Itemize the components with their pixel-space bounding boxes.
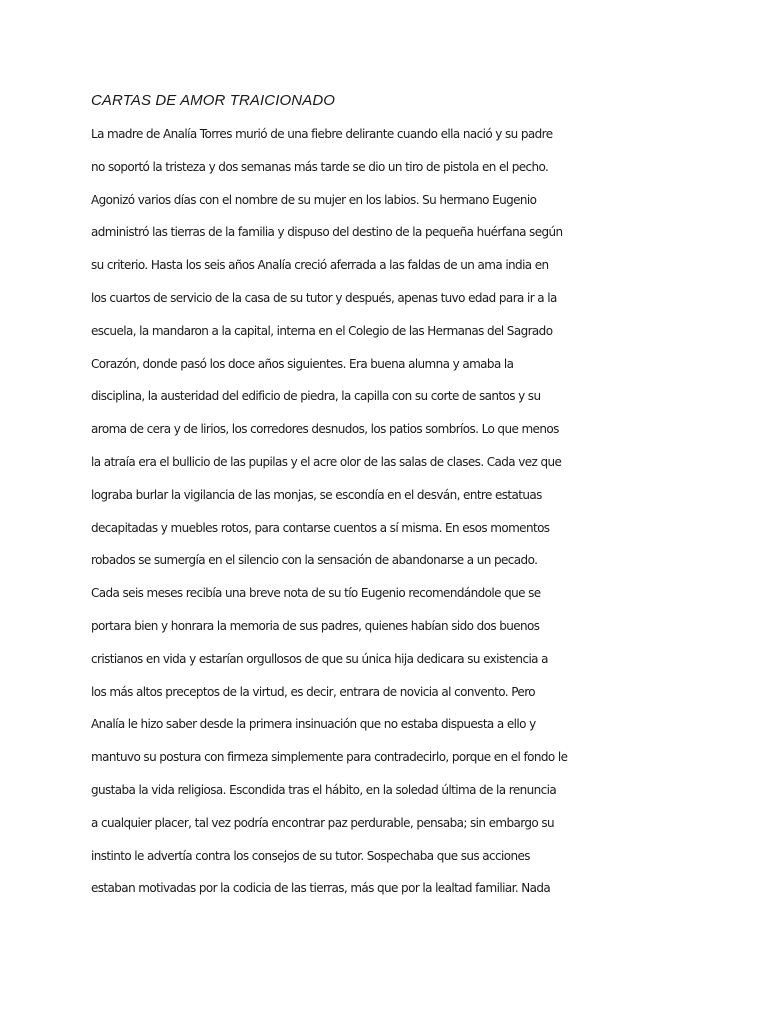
text-line: la atraía era el bullicio de las pupilas y el acre olor de las salas de clases. Cada vez que	[91, 454, 562, 469]
text-line: Corazón, donde pasó los doce años siguientes. Era buena alumna y amaba la	[91, 356, 514, 371]
text-line: portara bien y honrara la memoria de sus padres, quienes habían sido dos buenos	[91, 618, 540, 633]
text-line: aroma de cera y de lirios, los corredores desnudos, los patios sombríos. Lo que menos	[91, 422, 559, 437]
text-line: gustaba la vida religiosa. Escondida tras el hábito, en la soledad última de la renuncia	[91, 782, 557, 797]
text-line: estaban motivadas por la codicia de las tierras, más que por la lealtad familiar. Nada	[91, 881, 551, 896]
text-line: los cuartos de servicio de la casa de su tutor y después, apenas tuvo edad para ir a la	[91, 290, 557, 305]
text-line: lograba burlar la vigilancia de las monjas, se escondía en el desván, entre estatuas	[91, 487, 542, 502]
text-line: La madre de Analía Torres murió de una fiebre delirante cuando ella nació y su padre	[91, 127, 553, 141]
text-line: instinto le advertía contra los consejos de su tutor. Sospechaba que sus acciones	[91, 848, 530, 863]
text-line: decapitadas y muebles rotos, para contarse cuentos a sí misma. En esos momentos	[91, 520, 550, 535]
text-line: los más altos preceptos de la virtud, es decir, entrara de novicia al convento. Pero	[91, 684, 536, 699]
text-line: a cualquier placer, tal vez podría encontrar paz perdurable, pensaba; sin embargo su	[91, 815, 555, 830]
text-line: robados se sumergía en el silencio con la sensación de abandonarse a un pecado.	[91, 553, 538, 568]
text-line: escuela, la mandaron a la capital, interna en el Colegio de las Hermanas del Sagrado	[91, 323, 553, 338]
text-line: cristianos en vida y estarían orgullosos de que su única hija dedicara su existencia a	[91, 651, 548, 666]
text-line: mantuvo su postura con firmeza simplemente para contradecirlo, porque en el fondo le	[91, 750, 568, 765]
text-line: administró las tierras de la familia y dispuso del destino de la pequeña huérfana según	[91, 225, 563, 240]
text-line: Agonizó varios días con el nombre de su mujer en los labios. Su hermano Eugenio	[91, 192, 537, 207]
text-line: Analía le hizo saber desde la primera insinuación que no estaba dispuesta a ello y	[91, 717, 536, 732]
document-title: CARTAS DE AMOR TRAICIONADO	[91, 92, 336, 109]
text-line: no soportó la tristeza y dos semanas más tarde se dio un tiro de pistola en el pecho.	[91, 159, 549, 174]
text-line: su criterio. Hasta los seis años Analía creció aferrada a las faldas de un ama india en	[91, 258, 549, 273]
document-body	[91, 122, 591, 909]
text-line: disciplina, la austeridad del edificio de piedra, la capilla con su corte de santos y su	[91, 389, 541, 404]
text-line: Cada seis meses recibía una breve nota de su tío Eugenio recomendándole que se	[91, 586, 541, 601]
